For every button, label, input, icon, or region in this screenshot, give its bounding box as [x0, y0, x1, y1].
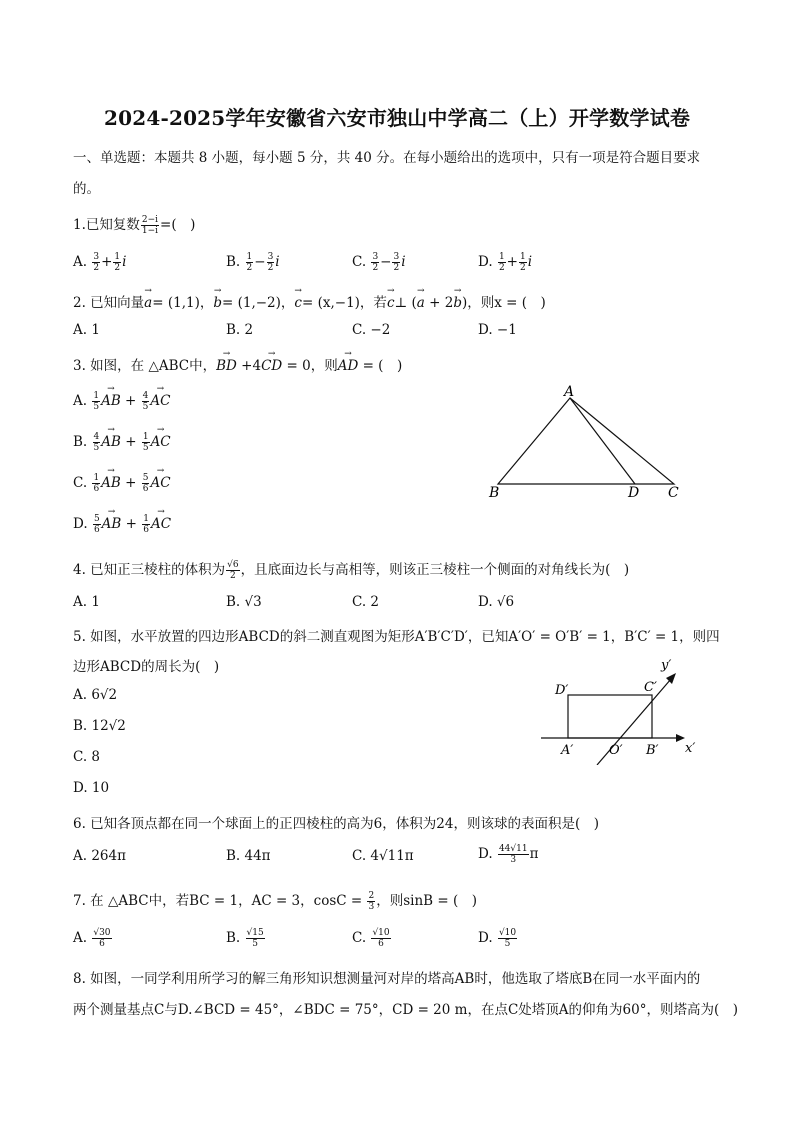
q1-option-c[interactable]: C. $\frac{3}{2}$ − $\frac{3}{2}$ i — [352, 252, 406, 273]
q2-option-c[interactable]: C. −2 — [352, 322, 391, 338]
question-6-stem: 6. 已知各顶点都在同一个球面上的正四棱柱的高为6，体积为24，则该球的表面积是( ) — [73, 816, 599, 832]
label-o-prime: O′ — [609, 743, 623, 758]
question-2-stem: 2. 已知向量→ a= (1,1)，→ b= (1,−2)，→ c= (x,−1)，若→ c⊥ (→ a + 2→ b)，则x = ( ) — [73, 291, 546, 311]
question-7-stem: 7. 在 △ABC中，若BC = 1，AC = 3，cosC = $\frac{2}{3}$ ，则sinB = ( ) — [73, 891, 478, 912]
q3-option-b[interactable]: B. $\frac{4}{5}$ → AB + $\frac{1}{5}$ → AC — [73, 432, 171, 453]
question-4-stem: 4. 已知正三棱柱的体积为 $\frac{√6}{2}$ ，且底面边长与高相等，则该正三棱柱一个侧面的对角线长为( ) — [73, 560, 630, 581]
q6-option-d[interactable]: D. $\frac{44√11}{3}$ π — [478, 844, 539, 865]
q7-option-a[interactable]: A. $\frac{√30}{6}$ — [73, 928, 111, 949]
label-d-prime: D′ — [555, 683, 569, 698]
question-5-stem-line1: 5. 如图，水平放置的四边形ABCD的斜二测直观图为矩形A′B′C′D′，已知A′O′ = O′B′ = 1，B′C′ = 1，则四 — [73, 629, 720, 645]
q2-option-b[interactable]: B. 2 — [226, 322, 254, 338]
q2-option-a[interactable]: A. 1 — [73, 322, 100, 338]
q1-option-b[interactable]: B. $\frac{1}{2}$ − $\frac{3}{2}$ i — [226, 252, 280, 273]
label-a: A — [564, 384, 575, 400]
q3-option-d[interactable]: D. $\frac{5}{6}$ → AB + $\frac{1}{6}$ → AC — [73, 514, 171, 535]
section-instruction-line2: 的。 — [73, 181, 100, 197]
q4-option-c[interactable]: C. 2 — [352, 594, 380, 610]
q4-option-a[interactable]: A. 1 — [73, 594, 100, 610]
q5-oblique-figure — [535, 655, 710, 765]
question-3-stem: 3. 如图，在 △ABC中，→ BD +4→ CD = 0，则→ AD = ( ) — [73, 354, 402, 374]
q3-option-a[interactable]: A. $\frac{1}{5}$ → AB + $\frac{4}{5}$ → AC — [73, 391, 170, 412]
q7-option-d[interactable]: D. $\frac{√10}{5}$ — [478, 928, 517, 949]
label-y-prime: y′ — [661, 658, 672, 673]
label-a-prime: A′ — [561, 743, 574, 758]
q2-option-d[interactable]: D. −1 — [478, 322, 517, 338]
x-axis-arrow — [676, 734, 685, 742]
q5-option-c[interactable]: C. 8 — [73, 749, 101, 765]
q3-option-c[interactable]: C. $\frac{1}{6}$ → AB + $\frac{5}{6}$ → AC — [73, 473, 171, 494]
label-d: D — [628, 485, 640, 501]
q5-option-d[interactable]: D. 10 — [73, 780, 110, 796]
q5-option-b[interactable]: B. 12√2 — [73, 718, 126, 734]
segment-ad — [570, 398, 635, 484]
label-b: B — [489, 485, 500, 501]
question-1-stem: 1.已知复数 $\frac{2-i}{1-i}$ =( ) — [73, 215, 196, 236]
q6-option-c[interactable]: C. 4√11π — [352, 848, 414, 864]
q7-option-c[interactable]: C. $\frac{√10}{6}$ — [352, 928, 390, 949]
q4-option-b[interactable]: B. √3 — [226, 594, 262, 610]
q1-option-d[interactable]: D. $\frac{1}{2}$ + $\frac{1}{2}$ i — [478, 252, 533, 273]
triangle-abc — [498, 398, 674, 484]
question-8-stem-line2: 两个测量基点C与D.∠BCD = 45°，∠BDC = 75°，CD = 20 m，在点C处塔顶A的仰角为60°，则塔高为( ) — [73, 1002, 738, 1018]
label-b-prime: B′ — [646, 743, 659, 758]
q6-option-b[interactable]: B. 44π — [226, 848, 271, 864]
q4-option-d[interactable]: D. √6 — [478, 594, 515, 610]
q5-option-a[interactable]: A. 6√2 — [73, 687, 118, 703]
q6-option-a[interactable]: A. 264π — [73, 848, 126, 864]
label-c-prime: C′ — [644, 680, 657, 695]
page-title: 2024-2025学年安徽省六安市独山中学高二（上）开学数学试卷 — [103, 106, 691, 130]
label-x-prime: x′ — [685, 741, 696, 756]
q1-option-a[interactable]: A. $\frac{3}{2}$ + $\frac{1}{2}$ i — [73, 252, 127, 273]
q7-option-b[interactable]: B. $\frac{√15}{5}$ — [226, 928, 264, 949]
label-c: C — [668, 485, 679, 501]
question-8-stem-line1: 8. 如图，一同学利用所学习的解三角形知识想测量河对岸的塔高AB时，他选取了塔底B在同一水平面内的 — [73, 971, 701, 987]
q3-triangle-figure — [480, 380, 700, 505]
question-5-stem-line2: 边形ABCD的周长为( ) — [73, 659, 220, 675]
section-instruction-line1: 一、单选题：本题共 8 小题，每小题 5 分，共 40 分。在每小题给出的选项中，只有一项是符合题目要求 — [73, 150, 701, 166]
